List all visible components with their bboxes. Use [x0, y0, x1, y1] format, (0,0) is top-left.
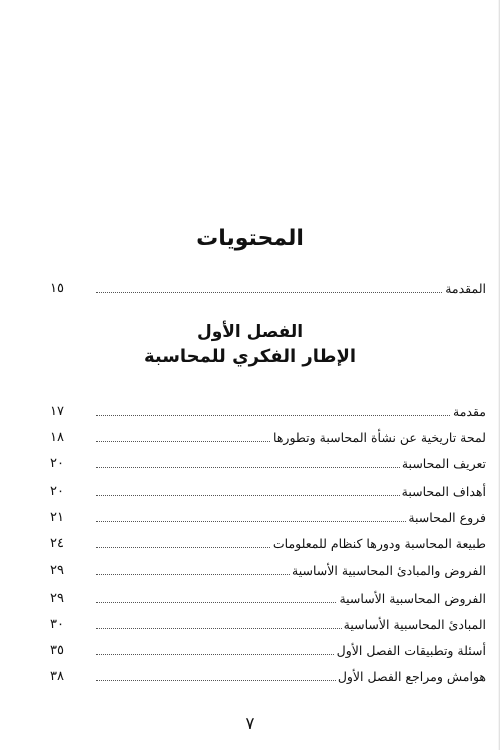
toc-entry-label: طبيعة المحاسبة ودورها كنظام للمعلومات	[272, 536, 486, 551]
toc-entry-page: ١٨	[50, 430, 64, 445]
toc-entry-label: هوامش ومراجع الفصل الأول	[337, 669, 486, 684]
chapter-label: الفصل الأول	[196, 322, 304, 342]
toc-row[interactable]	[50, 451, 486, 473]
toc-entry-label: فروع المحاسبة	[408, 510, 486, 525]
toc-entry-page: ٢٩	[50, 563, 64, 578]
toc-row[interactable]	[50, 558, 486, 580]
chapter-title: الإطار الفكري للمحاسبة	[143, 346, 357, 367]
dot-leader	[96, 292, 486, 293]
toc-entry-label: أسئلة وتطبيقات الفصل الأول	[336, 643, 486, 658]
toc-row[interactable]	[50, 479, 486, 501]
toc-entry-page: ٢٠	[50, 456, 64, 471]
toc-entry-page: ٢١	[50, 510, 64, 525]
toc-entry-page: ٢٩	[50, 591, 64, 606]
toc-entry-label: تعريف المحاسبة	[401, 456, 486, 471]
dot-leader	[96, 415, 486, 416]
toc-row[interactable]	[50, 664, 486, 686]
toc-entry-label: المقدمة	[445, 281, 486, 296]
toc-entry-label: مقدمة	[453, 404, 486, 419]
toc-row-introduction[interactable]	[50, 276, 486, 298]
toc-entry-page: ٢٠	[50, 484, 64, 499]
toc-entry-label: المبادئ المحاسبية الأساسية	[343, 617, 486, 632]
toc-title: المحتويات	[196, 226, 304, 251]
toc-row[interactable]	[50, 399, 486, 421]
toc-row[interactable]	[50, 638, 486, 660]
toc-entry-page: ١٥	[50, 281, 64, 296]
toc-row[interactable]	[50, 505, 486, 527]
toc-entry-page: ٣٨	[50, 669, 64, 684]
toc-row[interactable]	[50, 531, 486, 553]
toc-entry-label: الفروض المحاسبية الأساسية	[339, 591, 486, 606]
toc-entry-page: ٣٥	[50, 643, 64, 658]
page-number: ٧	[245, 714, 255, 734]
toc-entry-label: لمحة تاريخية عن نشأة المحاسبة وتطورها	[273, 430, 486, 445]
toc-row[interactable]	[50, 586, 486, 608]
toc-entry-page: ٣٠	[50, 617, 64, 632]
toc-entry-label: أهداف المحاسبة	[401, 484, 486, 499]
toc-entry-label: الفروض والمبادئ المحاسبية الأساسية	[292, 563, 486, 578]
toc-row[interactable]	[50, 612, 486, 634]
toc-entry-page: ٢٤	[50, 536, 64, 551]
toc-entry-page: ١٧	[50, 404, 64, 419]
toc-row[interactable]	[50, 425, 486, 447]
